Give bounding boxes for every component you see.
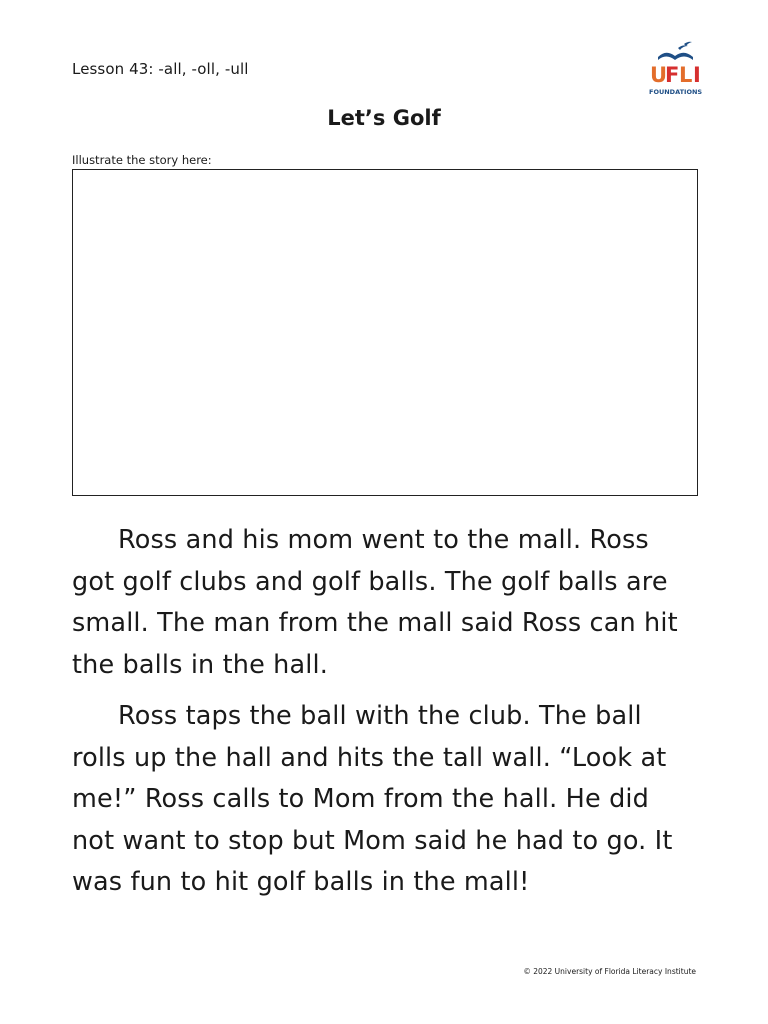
page-title: Let’s Golf [327, 106, 441, 130]
svg-text:L: L [679, 63, 693, 87]
story-text [72, 520, 692, 914]
svg-text:F: F [665, 63, 680, 87]
ufli-logo [644, 40, 708, 100]
lesson-label: Lesson 43: -all, -oll, -ull [72, 60, 249, 78]
illustration-label: Illustrate the story here: [72, 153, 212, 167]
story-paragraph: Ross and his mom went to the mall. Ross got golf clubs and golf balls. The golf balls are small. The man from the mall said Ross can hit the balls in the hall. [72, 525, 678, 680]
svg-text:I: I [693, 63, 701, 87]
illustration-box[interactable] [72, 169, 698, 496]
svg-text:U: U [650, 63, 668, 87]
ufli-logo-graphic [644, 40, 708, 100]
story-paragraph: Ross taps the ball with the club. The ball rolls up the hall and hits the tall wall. “Look at me!” Ross calls to Mom from the hall. He did not want to stop but Mom said he had to go. It was fun to hit golf balls in the mall! [72, 701, 673, 897]
svg-text:FOUNDATIONS: FOUNDATIONS [649, 88, 703, 96]
copyright-notice: © 2022 University of Florida Literacy Institute [523, 967, 696, 976]
